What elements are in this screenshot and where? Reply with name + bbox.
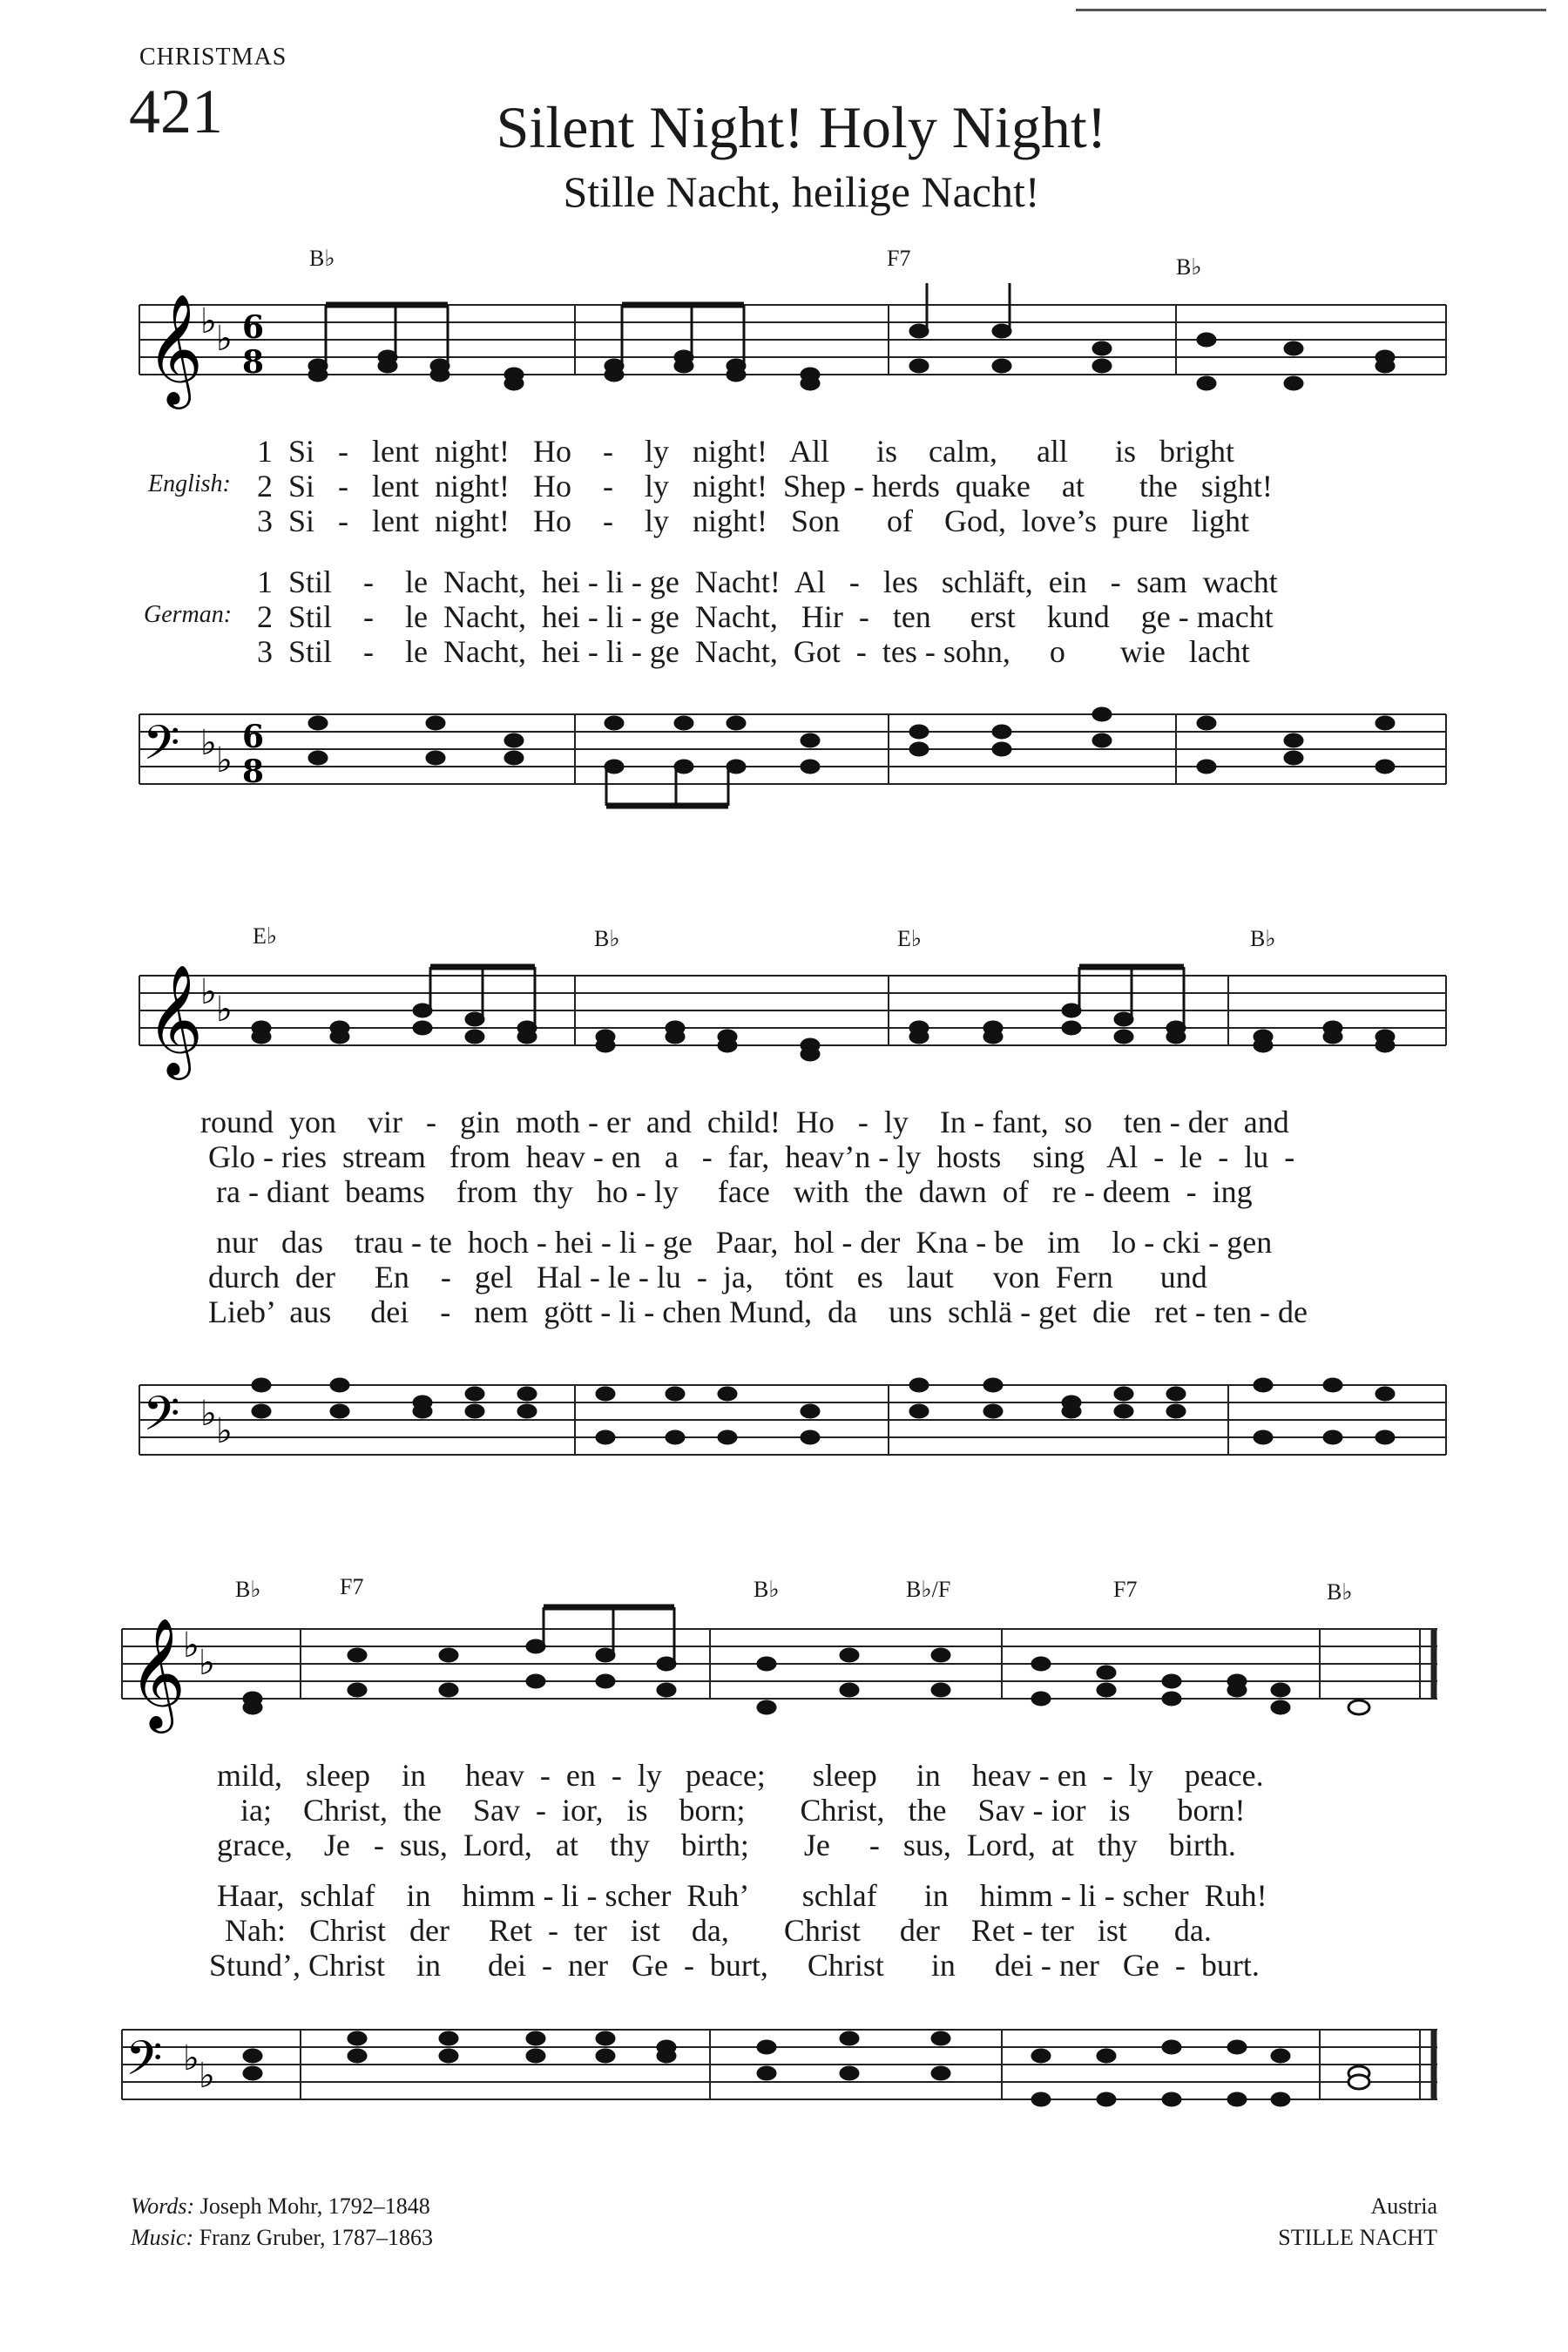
chord-label: B♭ <box>1250 926 1276 951</box>
chord-label: E♭ <box>253 923 278 949</box>
time-signature: 6 <box>242 309 265 346</box>
german-verse-2: durch der En - gel Hal - le - lu - ja, tönt es laut von Fern und <box>200 1260 1207 1294</box>
flat-icon: ♭ <box>216 740 233 781</box>
time-signature: 6 <box>242 719 265 755</box>
chord-label: B♭ <box>235 1577 261 1602</box>
music-credit: Franz Gruber, 1787–1863 <box>199 2225 433 2251</box>
chord-label: B♭/F <box>906 1577 951 1602</box>
hymn-number: 421 <box>129 77 223 146</box>
time-signature: 8 <box>242 344 265 381</box>
treble-staff <box>113 1603 1455 1742</box>
flat-icon: ♭ <box>200 972 217 1012</box>
flat-icon: ♭ <box>199 2056 215 2096</box>
tune-info <box>1278 2191 1437 2254</box>
bass-clef-icon: 𝄢 <box>143 715 180 782</box>
music-label: Music: <box>131 2225 194 2251</box>
english-verse-3: 3 Si - lent night! Ho - ly night! Son of God, love’s pure light <box>257 504 1249 538</box>
english-verse-3: grace, Je - sus, Lord, at thy birth; Je - sus, Lord, at thy birth. <box>209 1828 1236 1862</box>
treble-staff <box>131 279 1455 418</box>
german-verse-2: 2 Stil - le Nacht, hei - li - ge Nacht, Hir - ten erst kund ge - macht <box>257 599 1274 634</box>
chord-label: F7 <box>887 246 911 271</box>
german-verse-3: 3 Stil - le Nacht, hei - li - ge Nacht, Got - tes - sohn, o wie lacht <box>257 634 1250 669</box>
flat-icon: ♭ <box>216 1411 233 1451</box>
tune-origin: Austria <box>1370 2193 1437 2219</box>
flat-icon: ♭ <box>200 1394 217 1434</box>
chord-label: B♭ <box>754 1577 780 1602</box>
german-verse-3: Stund’, Christ in dei - ner Ge - burt, Christ in dei - ner Ge - burt. <box>209 1948 1260 1983</box>
treble-clef-icon: 𝄞 <box>146 963 204 1075</box>
words-credit: Joseph Mohr, 1792–1848 <box>199 2193 430 2219</box>
chord-label: B♭ <box>594 926 620 951</box>
german-verse-3: Lieb’ aus dei - nem gött - li - chen Mund, da uns schlä - get die ret - ten - de <box>200 1294 1308 1329</box>
english-verse-2: ia; Christ, the Sav - ior, is born; Christ, the Sav - ior is born! <box>209 1793 1246 1828</box>
bass-clef-icon: 𝄢 <box>143 1386 180 1453</box>
english-verse-1: 1 Si - lent night! Ho - ly night! All is calm, all is bright <box>257 434 1234 469</box>
top-rule <box>1076 9 1546 11</box>
german-verse-1: Haar, schlaf in himm - li - scher Ruh’ schlaf in himm - li - scher Ruh! <box>209 1878 1267 1913</box>
hymn-subtitle: Stille Nacht, heilige Nacht! <box>563 167 1040 216</box>
german-label: German: <box>144 601 233 628</box>
credits <box>131 2191 433 2254</box>
english-verse-1: round yon vir - gin moth - er and child! Ho - ly In - fant, so ten - der and <box>200 1105 1289 1139</box>
chord-label: E♭ <box>897 926 923 951</box>
flat-icon: ♭ <box>199 1643 215 1683</box>
bass-staff <box>113 2004 1455 2126</box>
flat-icon: ♭ <box>183 2038 199 2078</box>
english-label: English: <box>148 470 231 497</box>
treble-staff <box>131 950 1455 1089</box>
chord-label: F7 <box>340 1574 364 1599</box>
chord-label: B♭ <box>1176 254 1202 280</box>
chord-label: F7 <box>1113 1577 1138 1602</box>
bass-clef-icon: 𝄢 <box>125 2031 163 2098</box>
flat-icon: ♭ <box>183 1625 199 1666</box>
hymn-title: Silent Night! Holy Night! <box>496 94 1107 160</box>
chord-label: B♭ <box>309 246 335 271</box>
bass-staff <box>131 1359 1455 1481</box>
words-label: Words: <box>131 2193 195 2219</box>
flat-icon: ♭ <box>216 319 233 359</box>
flat-icon: ♭ <box>200 301 217 341</box>
german-verse-2: Nah: Christ der Ret - ter ist da, Christ der Ret - ter ist da. <box>209 1913 1212 1948</box>
flat-icon: ♭ <box>216 990 233 1030</box>
tune-name: STILLE NACHT <box>1278 2225 1437 2251</box>
flat-icon: ♭ <box>200 723 217 763</box>
chord-label: B♭ <box>1327 1579 1353 1605</box>
treble-clef-icon: 𝄞 <box>129 1617 186 1728</box>
section-label: CHRISTMAS <box>139 44 287 71</box>
english-verse-3: ra - diant beams from thy ho - ly face with the dawn of re - deem - ing <box>200 1174 1253 1209</box>
english-verse-2: 2 Si - lent night! Ho - ly night! Shep - herds quake at the sight! <box>257 469 1273 504</box>
english-verse-1: mild, sleep in heav - en - ly peace; sleep in heav - en - ly peace. <box>209 1758 1264 1793</box>
english-verse-2: Glo - ries stream from heav - en a - far, heav’n - ly hosts sing Al - le - lu - <box>200 1139 1295 1174</box>
german-verse-1: nur das trau - te hoch - hei - li - ge Paar, hol - der Kna - be im lo - cki - gen <box>200 1225 1273 1260</box>
bass-staff <box>131 688 1455 810</box>
treble-clef-icon: 𝄞 <box>146 293 204 404</box>
german-verse-1: 1 Stil - le Nacht, hei - li - ge Nacht! Al - les schläft, ein - sam wacht <box>257 564 1278 599</box>
time-signature: 8 <box>242 754 265 790</box>
